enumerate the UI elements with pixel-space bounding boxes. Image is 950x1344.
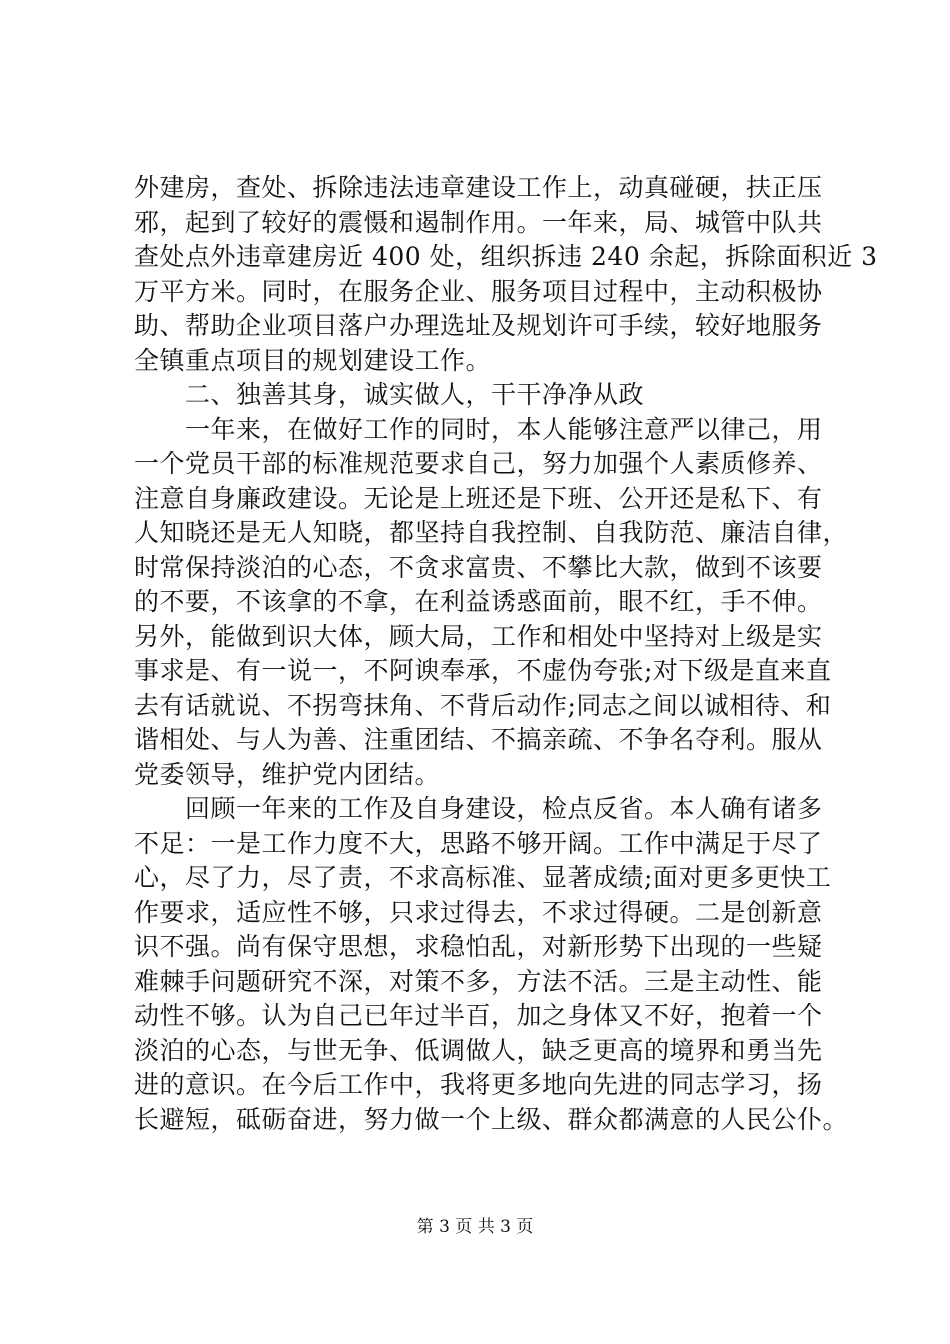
text-line: 全镇重点项目的规划建设工作。	[134, 345, 492, 375]
page-footer	[0, 1215, 950, 1239]
text-line: 党委领导，维护党内团结。	[134, 759, 441, 789]
body-text	[134, 171, 878, 1137]
text-line: 助、帮助企业项目落户办理选址及规划许可手续，较好地服务	[134, 311, 823, 340]
text-line: 不足：一是工作力度不大，思路不够开阔。工作中满足于尽了	[134, 828, 823, 858]
text-line: 去有话就说、不拐弯抹角、不背后动作;同志之间以诚相待、和	[134, 690, 832, 720]
text-line: 动性不够。认为自己已年过半百，加之身体又不好，抱着一个	[134, 1001, 823, 1030]
text-line: 作要求，适应性不够，只求过得去，不求过得硬。二是创新意	[134, 897, 823, 927]
text-line: 谐相处、与人为善、注重团结、不搞亲疏、不争名夺利。服从	[134, 725, 823, 754]
text-line: 心，尽了力，尽了责，不求高标准、显著成绩;面对更多更快工	[134, 863, 832, 892]
text-line: 事求是、有一说一，不阿谀奉承，不虚伪夸张;对下级是直来直	[134, 656, 832, 685]
text-line: 人知晓还是无人知晓，都坚持自我控制、自我防范、廉洁自律，	[134, 518, 849, 547]
text-line: 外建房，查处、拆除违法违章建设工作上，动真碰硬，扶正压	[134, 173, 823, 202]
text-line: 万平方米。同时，在服务企业、服务项目过程中，主动积极协	[134, 276, 823, 306]
text-line: 进的意识。在今后工作中，我将更多地向先进的同志学习，扬	[134, 1070, 823, 1099]
text-line: 淡泊的心态，与世无争、低调做人，缺乏更高的境界和勇当先	[134, 1035, 823, 1065]
section-heading: 二、独善其身，诚实做人，干干净净从政	[134, 380, 645, 409]
text-line: 长避短，砥砺奋进，努力做一个上级、群众都满意的人民公仆。	[134, 1104, 849, 1134]
text-line: 查处点外违章建房近 400 处，组织拆违 240 余起，拆除面积近 3	[134, 242, 878, 271]
page-indicator: 第 3 页 共 3 页	[416, 1217, 534, 1237]
text-line: 回顾一年来的工作及自身建设，检点反省。本人确有诸多	[134, 794, 823, 823]
text-line: 难棘手问题研究不深，对策不多，方法不活。三是主动性、能	[134, 966, 823, 996]
text-line: 注意自身廉政建设。无论是上班还是下班、公开还是私下、有	[134, 483, 823, 513]
text-line: 识不强。尚有保守思想，求稳怕乱，对新形势下出现的一些疑	[134, 932, 823, 961]
text-line: 时常保持淡泊的心态，不贪求富贵、不攀比大款，做到不该要	[134, 552, 823, 582]
text-line: 邪，起到了较好的震慑和遏制作用。一年来，局、城管中队共	[134, 207, 823, 237]
text-line: 一个党员干部的标准规范要求自己，努力加强个人素质修养、	[134, 449, 823, 478]
text-line: 另外，能做到识大体，顾大局，工作和相处中坚持对上级是实	[134, 621, 823, 651]
text-line: 一年来，在做好工作的同时，本人能够注意严以律己，用	[134, 414, 823, 444]
text-line: 的不要，不该拿的不拿，在利益诱惑面前，眼不红，手不伸。	[134, 587, 823, 616]
